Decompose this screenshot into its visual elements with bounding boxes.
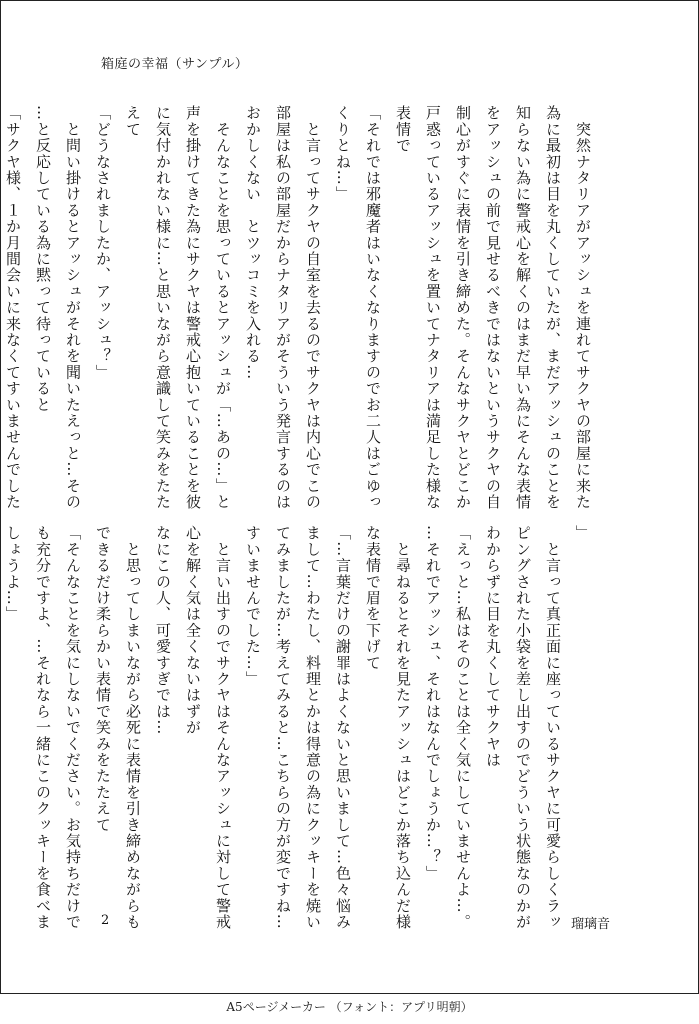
text-line: 「…言葉だけの謝罪はよくないと思いまして…色々悩み xyxy=(334,525,352,930)
text-line: と尋ねるとそれを見たアッシュはどこか落ち込んだ様 xyxy=(394,525,412,930)
text-line: な表情で眉を下げて xyxy=(364,525,382,671)
text-line: 「えっと…私はそのことは全く気にしていませんよ…。 xyxy=(454,525,472,930)
text-line: も充分ですよ、…それなら一緒にこのクッキーを食べま xyxy=(34,525,52,930)
text-line: 制心がすぐに表情を引き締めた。そんなサクヤとどこか xyxy=(454,105,472,510)
text-line: 「どうなされましたか、アッシュ？」 xyxy=(94,105,112,381)
text-line: 心を解く気は全くないはずが xyxy=(184,525,202,736)
text-line: そんなことを思っているとアッシュが「…あの…」と xyxy=(214,105,232,510)
text-line: 「それでは邪魔者はいなくなりますのでお二人はごゆっ xyxy=(364,105,382,510)
text-line: と言い出すのでサクヤはそんなアッシュに対して警戒 xyxy=(214,525,232,930)
text-line: に気付かれない様に…と思いながら意識して笑みをたた xyxy=(154,105,172,510)
text-line: おかしくない とツッコミを入れる… xyxy=(244,105,262,381)
text-line: 知らない為に警戒心を解くのはまだ早い為にそんな表情 xyxy=(514,105,532,510)
text-line: わからずに目を丸くしてサクヤは xyxy=(484,525,502,768)
text-line: 声を掛けてきた為にサクヤは警戒心抱いていることを彼 xyxy=(184,105,202,510)
text-line: まして…わたし、料理とかは得意の為にクッキーを焼い xyxy=(304,525,322,930)
text-line: すいませんでした…」 xyxy=(244,525,262,687)
text-line: と思ってしまいながら必死に表情を引き締めながらも xyxy=(124,525,142,930)
text-line: 表情で xyxy=(394,105,412,154)
text-line: 「サクヤ様、１か月間会いに来なくてすいませんでした xyxy=(4,105,22,510)
text-line: くりとね…」 xyxy=(334,105,352,203)
text-line: てみましたが…考えてみると…こちらの方が変ですね… xyxy=(274,525,292,930)
page-number: 2 xyxy=(101,913,110,928)
text-line: と問い掛けるとアッシュがそれを聞いたえっと…その xyxy=(64,105,82,510)
text-line: 為に最初は目を丸くしていたが、まだアッシュのことを xyxy=(544,105,562,510)
text-line: 「そんなことを気にしないでください。お気持ちだけで xyxy=(64,525,82,930)
author-name: 瑠璃音 xyxy=(570,917,610,932)
text-line: できるだけ柔らかい表情で笑みをたたえて xyxy=(94,525,112,833)
text-line: …それでアッシュ、それはなんでしょうか…？」 xyxy=(424,525,442,882)
text-line: 部屋は私の部屋だからナタリアがそういう発言するのは xyxy=(274,105,292,510)
text-line: なにこの人、可愛すぎでは… xyxy=(154,525,172,736)
text-line: しょうよ…」 xyxy=(4,525,22,623)
text-line: をアッシュの前で見せるべきではないというサクヤの自 xyxy=(484,105,502,510)
text-line: と言って真正面に座っているサクヤに可愛らしくラッ xyxy=(544,525,562,930)
text-line: 戸惑っているアッシュを置いてナタリアは満足した様な xyxy=(424,105,442,510)
generator-caption: A5ページメーカー （フォント：アプリ明朝） xyxy=(226,1000,473,1014)
text-line: ピングされた小袋を差し出すのでどういう状態なのかが xyxy=(514,525,532,930)
text-line: えて xyxy=(124,105,142,138)
running-header-title: 箱庭の幸福（サンプル） xyxy=(101,57,249,72)
text-line: 突然ナタリアがアッシュを連れてサクヤの部屋に来た xyxy=(574,105,592,510)
text-line: …と反応している為に黙って待っていると xyxy=(34,105,52,413)
text-block-top xyxy=(0,105,598,510)
text-line: と言ってサクヤの自室を去るのでサクヤは内心でこの xyxy=(304,105,322,510)
text-line: 」 xyxy=(574,525,592,542)
